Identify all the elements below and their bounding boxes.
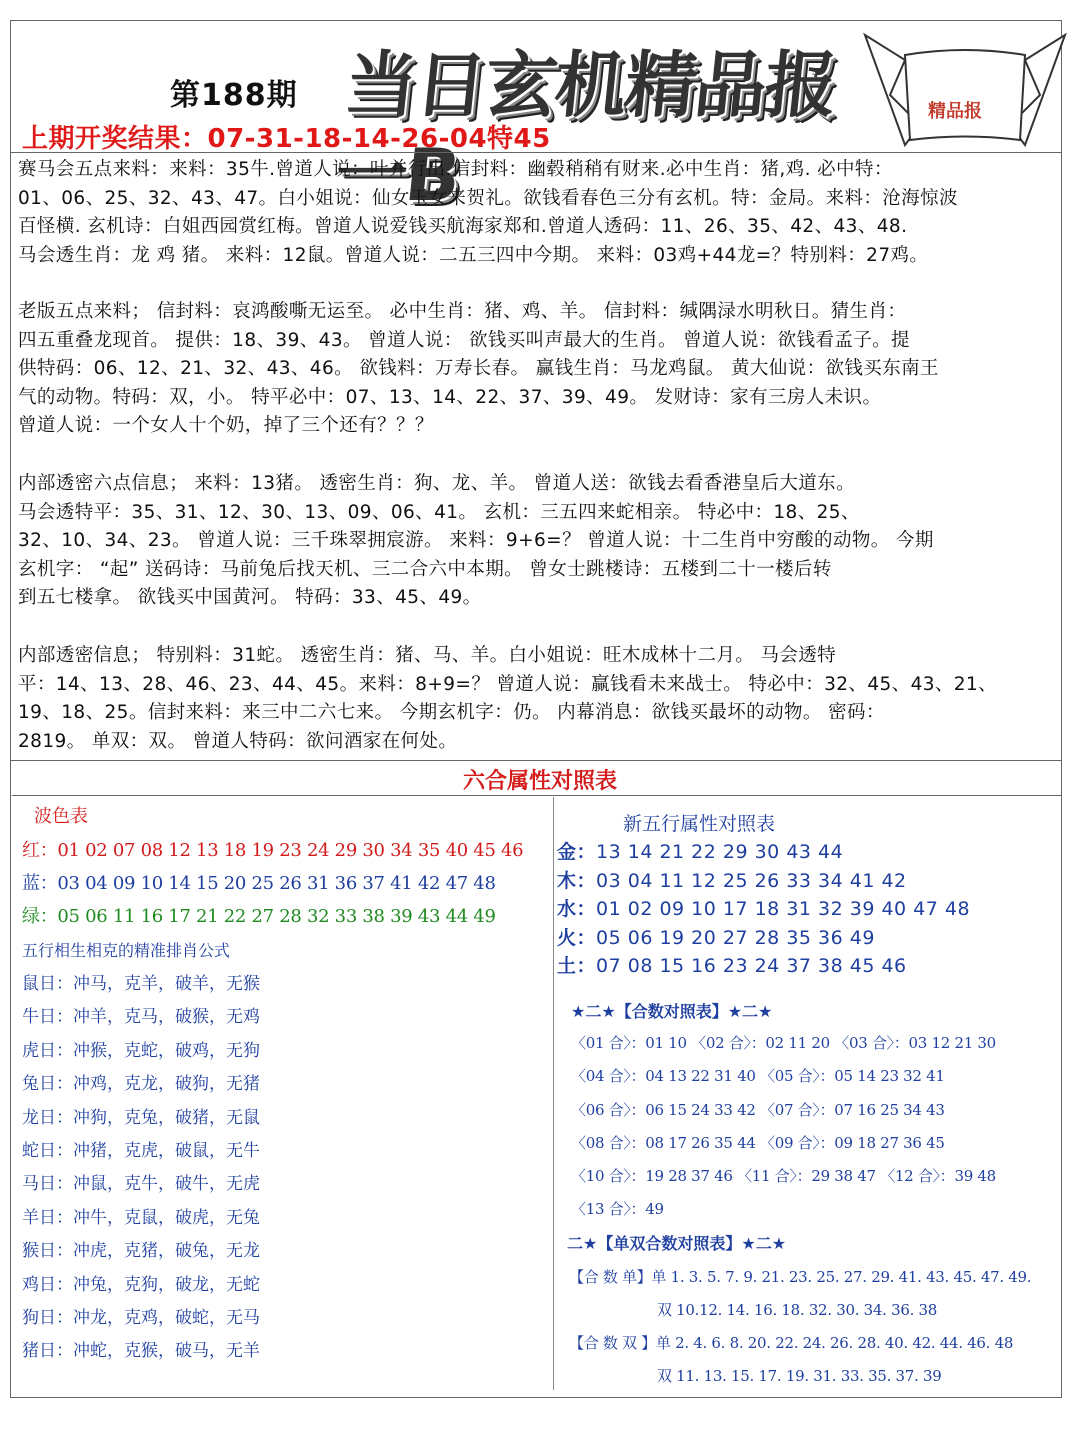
paragraph-1 <box>18 156 1060 270</box>
paragraph-line: 到五七楼拿。 欲钱买中国黄河。 特码：33、45、49。 <box>18 587 482 609</box>
sum-row: 〈08 合〉：08 17 26 35 44 〈09 合〉：09 18 27 36 45 <box>571 1133 945 1152</box>
paragraph-line: 老版五点来料； 信封料：哀鸿酸嘶无运至。 必中生肖：猪、鸡、羊。 信封料：缄隅渌水明秋日。猜生肖： <box>18 301 907 322</box>
formula-row: 羊日：冲牛，克鼠，破虎，无兔 <box>22 1207 260 1228</box>
sum-row: 〈10 合〉：19 28 37 46 〈11 合〉：29 38 47 〈12 合〉：39 48 <box>571 1167 996 1186</box>
wave-label: 红： <box>22 840 58 861</box>
ribbon-logo <box>860 25 1070 150</box>
odd-even-row: 【合 数 双 】单 2. 4. 6. 8. 20. 22. 24. 26. 28. 40. 42. 44. 46. 48 <box>569 1333 1014 1352</box>
sum-table-title: ★二★【合数对照表】★二★ <box>571 1001 773 1021</box>
sum-table <box>557 1027 1057 1227</box>
paragraph-line: 四五重叠龙现首。 提供：18、39、43。 曾道人说： 欲钱买叫声最大的生肖。 曾道人说：欲钱看孟子。提 <box>18 329 910 351</box>
wave-row-blue <box>22 867 542 900</box>
header-divider <box>10 152 1062 153</box>
odd-even-row: 【合 数 单】单 1. 3. 5. 7. 9. 21. 23. 25. 27. 29. 41. 43. 45. 47. 49. <box>569 1267 1032 1286</box>
last-result: 上期开奖结果：07-31-18-14-26-04特45 <box>22 124 551 154</box>
formula-row: 狗日：冲龙，克鸡，破蛇，无马 <box>22 1307 260 1328</box>
sum-row: 〈13 合〉：49 <box>571 1200 664 1219</box>
paragraph-line: 马会透生肖：龙 鸡 猪。 来料：12鼠。曾道人说：二五三四中今期。 来料：03鸡+44龙=？特别料：27鸡。 <box>18 244 929 266</box>
paragraph-line: 内部透密信息； 特别料：31蛇。 透密生肖：猪、马、羊。白小姐说：旺木成林十二月。 马会透特 <box>18 645 837 666</box>
formula-list <box>22 968 542 1369</box>
paragraph-3 <box>18 470 1060 613</box>
paragraph-2 <box>18 298 1060 441</box>
odd-even-table <box>557 1261 1057 1393</box>
wave-table-title: 波色表 <box>34 806 88 827</box>
formula-row: 鸡日：冲兔，克狗，破龙，无蛇 <box>22 1274 260 1295</box>
formula-row: 虎日：冲猴，克蛇，破鸡，无狗 <box>22 1040 260 1061</box>
formula-row: 马日：冲鼠，克牛，破牛，无虎 <box>22 1174 260 1195</box>
element-numbers: 01 02 09 10 17 18 31 32 39 40 47 48 <box>596 898 971 921</box>
element-numbers: 07 08 15 16 23 24 37 38 45 46 <box>596 955 907 978</box>
five-element-row <box>557 867 1057 896</box>
wave-numbers: 05 06 11 16 17 21 22 27 28 32 33 38 39 43 44 49 <box>57 906 496 927</box>
odd-even-row: 双 11. 13. 15. 17. 19. 31. 33. 35. 37. 39 <box>657 1366 942 1385</box>
five-elements-title: 新五行属性对照表 <box>623 813 776 835</box>
issue-number: 第188期 <box>170 78 298 113</box>
five-elements-table <box>557 838 1057 981</box>
element-label: 木： <box>557 869 597 892</box>
paragraph-line: 马会透特平：35、31、12、30、13、09、06、41。 玄机：三五四来蛇相亲。 特必中：18、25、 <box>18 501 860 523</box>
formula-row: 猪日：冲蛇，克猴，破马，无羊 <box>22 1341 260 1362</box>
element-numbers: 13 14 21 22 29 30 43 44 <box>596 841 844 863</box>
paragraph-line: 气的动物。特码：双，小。 特平必中：07、13、14、22、37、39、49。 发财诗：家有三房人未识。 <box>18 386 882 408</box>
element-label: 金： <box>557 841 597 863</box>
formula-row: 猴日：冲虎，克猪，破兔，无龙 <box>22 1241 260 1262</box>
sum-row: 〈01 合〉：01 10 〈02 合〉：02 11 20 〈03 合〉：03 12 21 30 <box>571 1033 996 1052</box>
element-label: 土： <box>557 955 597 978</box>
sum-row: 〈06 合〉：06 15 24 33 42 〈07 合〉：07 16 25 34 43 <box>571 1100 945 1119</box>
wave-numbers: 03 04 09 10 14 15 20 25 26 31 36 37 41 42 47 48 <box>57 873 496 894</box>
column-divider <box>553 797 554 1390</box>
banner-title: 当日玄机精品报一B <box>331 43 840 217</box>
element-numbers: 05 06 19 20 27 28 35 36 49 <box>596 926 875 949</box>
formula-row: 蛇日：冲猪，克虎，破鼠，无牛 <box>22 1140 260 1161</box>
wave-numbers: 01 02 07 08 12 13 18 19 23 24 29 30 34 35 40 45 46 <box>57 840 524 861</box>
five-element-row <box>557 895 1057 924</box>
wave-row-red <box>22 834 542 867</box>
paragraph-line: 32、10、34、23。 曾道人说：三千珠翠拥宸游。 来料：9+6=？ 曾道人说：十二生肖中穷酸的动物。 今期 <box>18 530 934 552</box>
five-element-row <box>557 924 1057 953</box>
ribbon-icon <box>860 25 1070 150</box>
wave-table <box>22 834 542 933</box>
paragraph-line: 玄机字： “起” 送码诗：马前兔后找天机、三二合六中本期。 曾女士跳楼诗：五楼到二十一楼后转 <box>18 558 832 580</box>
odd-even-row: 双 10.12. 14. 16. 18. 32. 30. 34. 36. 38 <box>657 1300 937 1319</box>
section-title: 六合属性对照表 <box>462 769 617 794</box>
paragraph-line: 平：14、13、28、46、23、44、45。来料：8+9=？ 曾道人说：赢钱看未来战士。 特必中：32、45、43、21、 <box>18 673 998 695</box>
element-label: 水： <box>557 898 597 921</box>
logo-text: 精品报 <box>928 101 982 122</box>
formula-title: 五行相生相克的精准排肖公式 <box>22 941 231 960</box>
paragraph-line: 19、18、25。信封来料：来三中二六七来。 今期玄机字：仍。 内幕消息：欲钱买最坏的动物。 密码： <box>18 702 885 724</box>
wave-label: 蓝： <box>22 873 58 894</box>
paragraph-line: 供特码：06、12、21、32、43、46。 欲钱料：万寿长春。 赢钱生肖：马龙鸡鼠。 黄大仙说：欲钱买东南王 <box>18 358 939 380</box>
formula-row: 龙日：冲狗，克兔，破猪，无鼠 <box>22 1107 260 1128</box>
element-numbers: 03 04 11 12 25 26 33 34 41 42 <box>596 869 907 892</box>
five-element-row <box>557 838 1057 867</box>
formula-row: 鼠日：冲马，克羊，破羊，无猴 <box>22 974 260 994</box>
formula-row: 兔日：冲鸡，克龙，破狗，无猪 <box>22 1074 260 1095</box>
body-divider <box>10 760 1062 761</box>
right-column <box>557 810 1057 1393</box>
wave-label: 绿： <box>22 906 58 927</box>
formula-row: 牛日：冲羊，克马，破猴，无鸡 <box>22 1007 260 1028</box>
paragraph-line: 2819。 单双：双。 曾道人特码：欲问酒家在何处。 <box>18 730 458 752</box>
paragraph-line: 百怪横. 玄机诗：白姐西园赏红梅。曾道人说爱钱买航海家郑和.曾道人透码：11、26、35、42、43、48. <box>18 216 908 238</box>
odd-even-title: 二★【单双合数对照表】★二★ <box>567 1233 787 1253</box>
element-label: 火： <box>557 926 597 949</box>
paragraph-line: 内部透密六点信息； 来料：13猪。 透密生肖：狗、龙、羊。 曾道人送：欲钱去看香港皇后大道东。 <box>18 473 855 494</box>
left-column <box>22 800 542 1369</box>
sum-row: 〈04 合〉：04 13 22 31 40 〈05 合〉：05 14 23 32 41 <box>571 1067 945 1086</box>
paragraph-line: 赛马会五点来料：来料：35牛.曾道人说：叶并行出.信封料：幽毂稍稍有财来.必中生肖：猪,鸡. 必中特： <box>18 159 893 180</box>
paragraph-line: 曾道人说：一个女人十个奶，掉了三个还有？？？ <box>18 415 434 437</box>
paragraph-line: 01、06、25、32、43、47。白小姐说：仙女玉女来贺礼。欲钱看春色三分有玄机。特：金局。来料：沧海惊波 <box>18 187 958 209</box>
paragraph-4 <box>18 642 1060 756</box>
five-element-row <box>557 952 1057 981</box>
wave-row-green <box>22 900 542 933</box>
